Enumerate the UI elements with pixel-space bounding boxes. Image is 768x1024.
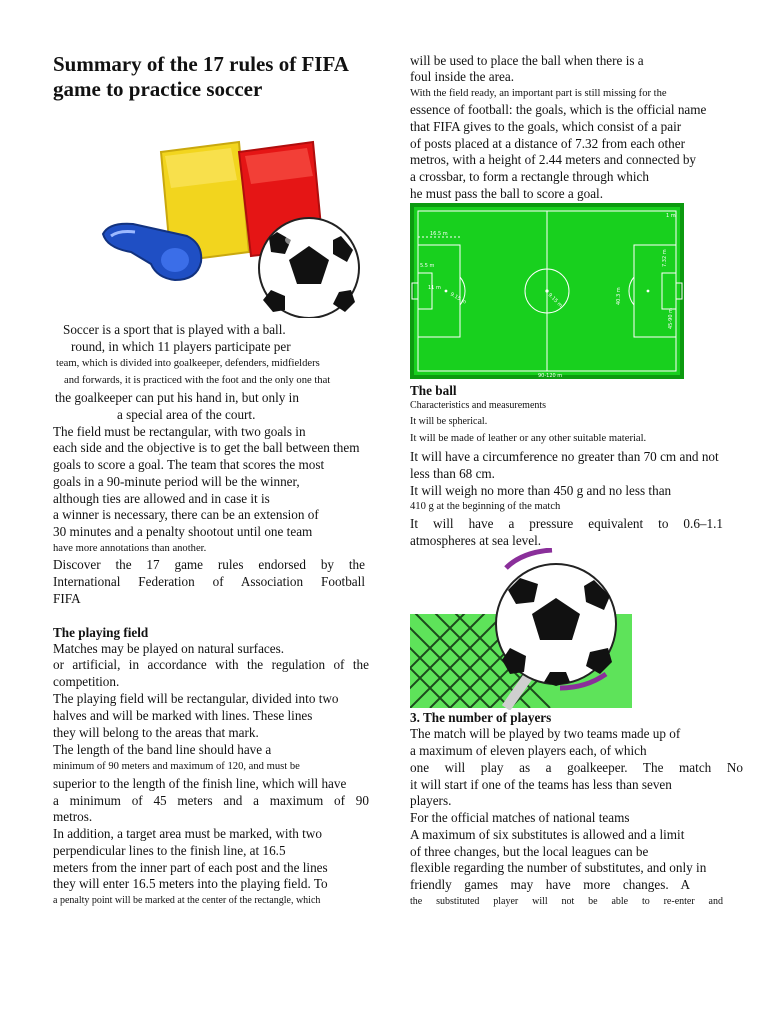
intro-line: 30 minutes and a penalty shootout until one team: [53, 524, 313, 539]
dim-goal-area: 5.5 m: [420, 263, 435, 269]
paragraph-line: In addition, a target area must be marked, with two: [53, 826, 322, 841]
paragraph-line: superior to the length of the finish line, which will have: [53, 776, 347, 791]
section-subheading: Characteristics and measurements: [410, 400, 547, 411]
paragraph-line: of three changes, but the local leagues can be: [410, 844, 649, 859]
paragraph-line: a minimum of 45 meters and a maximum of 90: [53, 793, 369, 808]
paragraph-line: It will be spherical.: [410, 416, 488, 427]
page-title: Summary of the 17 rules of FIFA game to practice soccer: [53, 52, 348, 101]
section-heading-playing-field: The playing field: [53, 625, 149, 640]
paragraph-line: metros, with a height of 2.44 meters and connected by: [410, 152, 697, 167]
dim-goal-width: 7.32 m: [662, 249, 668, 267]
paragraph-line: It will have a pressure equivalent to 0.6–1.1: [410, 516, 723, 531]
intro-line: goals to score a goal. The team that scores the most: [53, 457, 325, 472]
paragraph-line: that FIFA gives to the goals, which consist of a pair: [410, 119, 682, 134]
paragraph-line: It will weigh no more than 450 g and no less than: [410, 483, 672, 498]
paragraph-line: With the field ready, an important part is still missing for the: [410, 88, 667, 99]
dim-side-b: 45-90 m: [668, 308, 674, 329]
paragraph-line: less than 68 cm.: [410, 466, 495, 481]
dim-side-a: 40.3 m: [616, 287, 622, 305]
paragraph-line: It will be made of leather or any other suitable material.: [410, 433, 647, 444]
paragraph-line: minimum of 90 meters and maximum of 120, and must be: [53, 761, 300, 772]
paragraph-line: of posts placed at a distance of 7.32 from each other: [410, 136, 686, 151]
paragraph-line: The match will be played by two teams made up of: [410, 726, 681, 741]
goal-net-ball-illustration: [410, 548, 634, 710]
paragraph-line: they will belong to the areas that mark.: [53, 725, 259, 740]
paragraph-line: or artificial, in accordance with the regulation of the: [53, 657, 369, 672]
intro-line: The field must be rectangular, with two goals in: [53, 424, 306, 439]
intro-line: team, which is divided into goalkeeper, defenders, midfielders: [56, 358, 320, 369]
paragraph-line: For the official matches of national teams: [410, 810, 630, 825]
penalty-spot-left: [445, 290, 448, 293]
paragraph-line: a penalty point will be marked at the center of the rectangle, which: [53, 895, 321, 906]
center-spot: [545, 289, 548, 292]
intro-line: have more annotations than another.: [53, 543, 207, 554]
soccer-ball-icon: [496, 564, 616, 686]
cards-whistle-ball-illustration: [101, 140, 363, 318]
paragraph-line: A maximum of six substitutes is allowed and a limit: [410, 827, 685, 842]
paragraph-line: 410 g at the beginning of the match: [410, 501, 561, 512]
paragraph-line: The playing field will be rectangular, divided into two: [53, 691, 339, 706]
intro-line: Discover the 17 game rules endorsed by the: [53, 557, 365, 572]
dim-length: 90-120 m: [538, 373, 563, 379]
soccer-ball-icon: [259, 218, 359, 318]
paragraph-line: flexible regarding the number of substitutes, and only in: [410, 860, 707, 875]
paragraph-line: It will have a circumference no greater than 70 cm and not: [410, 449, 719, 464]
intro-line: Soccer is a sport that is played with a ball.: [63, 322, 286, 337]
intro-line: a special area of the court.: [117, 407, 256, 422]
paragraph-line: The length of the band line should have a: [53, 742, 272, 757]
paragraph-line: the substituted player will not be able to re-enter and: [410, 896, 723, 907]
intro-line: although ties are allowed and in case it is: [53, 491, 270, 506]
paragraph-line: competition.: [53, 674, 120, 689]
intro-line: the goalkeeper can put his hand in, but only in: [55, 390, 299, 405]
paragraph-line: a crossbar, to form a rectangle through which: [410, 169, 649, 184]
paragraph-line: foul inside the area.: [410, 69, 514, 84]
paragraph-line: they will enter 16.5 meters into the playing field. To: [53, 876, 328, 891]
paragraph-line: he must pass the ball to score a goal.: [410, 186, 604, 201]
paragraph-line: will be used to place the ball when there is a: [410, 53, 644, 68]
intro-line: round, in which 11 players participate per: [71, 339, 291, 354]
paragraph-line: players.: [410, 793, 452, 808]
intro-line: and forwards, it is practiced with the foot and the only one that: [64, 375, 331, 386]
paragraph-line: meters from the inner part of each post and the lines: [53, 860, 328, 875]
section-heading-players: 3. The number of players: [410, 710, 552, 725]
paragraph-line: it will start if one of the teams has less than seven: [410, 777, 672, 792]
field-diagram: [410, 203, 684, 379]
paragraph-line: perpendicular lines to the finish line, at 16.5: [53, 843, 286, 858]
paragraph-line: friendly games may have more changes. A: [410, 877, 690, 892]
intro-line: each side and the objective is to get the ball between them: [53, 440, 360, 455]
dim-box-width: 16.5 m: [430, 231, 448, 237]
intro-line: goals in a 90-minute period will be the winner,: [53, 474, 300, 489]
dim-penalty-spot: 11 m: [428, 285, 441, 291]
paragraph-line: atmospheres at sea level.: [410, 533, 542, 548]
intro-line: FIFA: [53, 591, 81, 606]
paragraph-line: Matches may be played on natural surfaces.: [53, 641, 285, 656]
section-heading-ball: The ball: [410, 383, 457, 398]
paragraph-line: a maximum of eleven players each, of which: [410, 743, 647, 758]
dim-corner: 1 m: [666, 213, 676, 219]
paragraph-line: metros.: [53, 809, 93, 824]
intro-line: International Federation of Association Football: [53, 574, 365, 589]
dim-arc: 9.15 m: [449, 291, 468, 306]
paragraph-line: one will play as a goalkeeper. The match No: [410, 760, 743, 775]
intro-line: a winner is necessary, there can be an extension of: [53, 507, 319, 522]
paragraph-line: halves and will be marked with lines. These lines: [53, 708, 313, 723]
penalty-spot-right: [647, 290, 650, 293]
paragraph-line: essence of football: the goals, which is the official name: [410, 102, 707, 117]
dim-center-circle: 9.15 m: [546, 292, 564, 309]
